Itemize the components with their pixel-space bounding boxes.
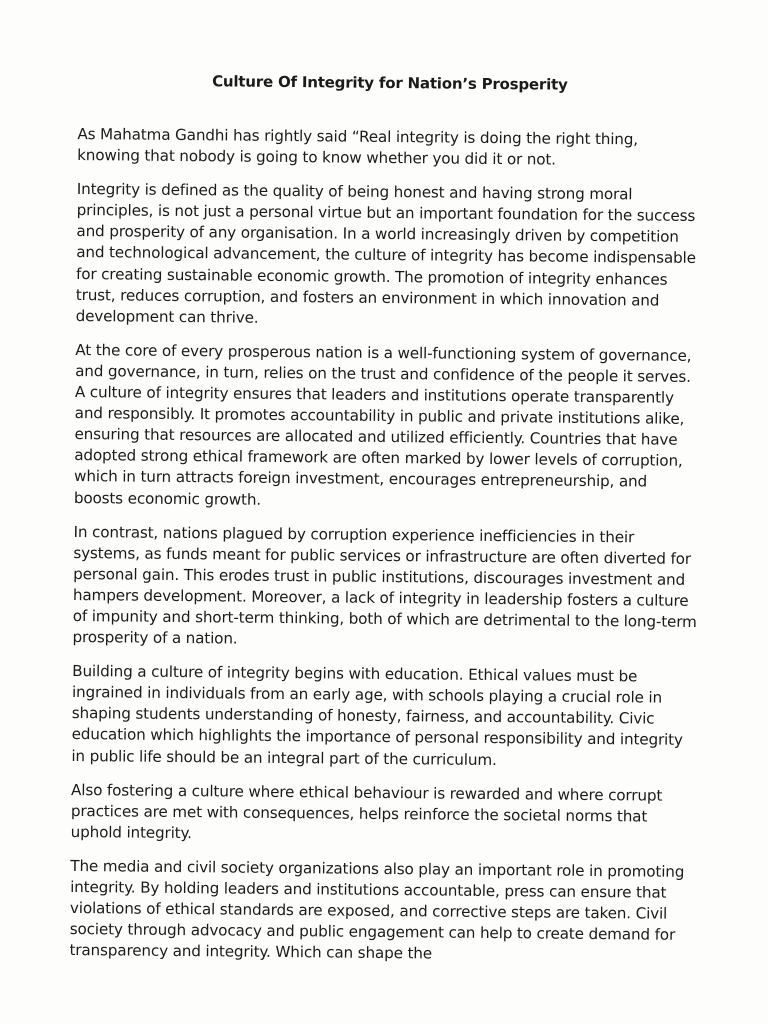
paragraph-gandhi-quote: As Mahatma Gandhi has rightly said “Real integrity is doing the right thing, knowing that nobody is going to know whether you did it or not. <box>77 124 639 169</box>
paragraph-governance: At the core of every prosperous nation is a well-functioning system of governance, and governance, in turn, relies on the trust and confidence of the people it serves. A culture of integrity ensures that leaders and institutions operate transparently and responsibly. It promotes accountability in public and private institutions alike, ensuring that resources are allocated and utilized efficiently. Countries that have adopted strong ethical framework are often marked by lower levels of corruption, which in turn attracts foreign investment, encourages entrepreneurship, and boosts economic growth. <box>73 340 692 509</box>
paragraph-integrity-definition: Integrity is defined as the quality of being honest and having strong moral principles, is not just a personal virtue but an important foundation for the success and prosperity of any organisation. In a world increasingly driven by competition and technological advancement, the culture of integrity has become indispensable for creating sustainable economic growth. The promotion of integrity enhances trust, reduces corruption, and fosters an environment in which innovation and development can thrive. <box>75 180 696 327</box>
paragraph-corruption-contrast: In contrast, nations plagued by corruption experience inefficiencies in their systems, as funds meant for public services or infrastructure are often diverted for personal gain. This erodes trust in public institutions, discourages investment and hampers development. Moreover, a lack of integrity in leadership fosters a culture of impunity and short-term thinking, both of which are detrimental to the long-term prosperity of a nation. <box>72 522 697 648</box>
document-title: Culture Of Integrity for Nation’s Prosperity <box>212 72 568 94</box>
paragraph-media-civil-society: The media and civil society organizations also play an important role in promoting integrity. By holding leaders and institutions accountable, press can ensure that violations of ethical standards are exposed, and corrective steps are taken. Civil society through advocacy and public engagement can help to create demand for transparency and integrity. Which can shape the <box>69 856 685 963</box>
paragraph-ethical-behaviour: Also fostering a culture where ethical behaviour is rewarded and where corrupt practices are met with consequences, helps reinforce the societal norms that uphold integrity. <box>70 780 663 842</box>
document-body <box>69 70 702 980</box>
paragraph-education: Building a culture of integrity begins with education. Ethical values must be ingrained in individuals from an early age, with schools playing a crucial role in shaping students understanding of honesty, fairness, and accountability. Civic education which highlights the importance of personal responsibility and integrity in public life should be an integral part of the curriculum. <box>71 662 683 769</box>
